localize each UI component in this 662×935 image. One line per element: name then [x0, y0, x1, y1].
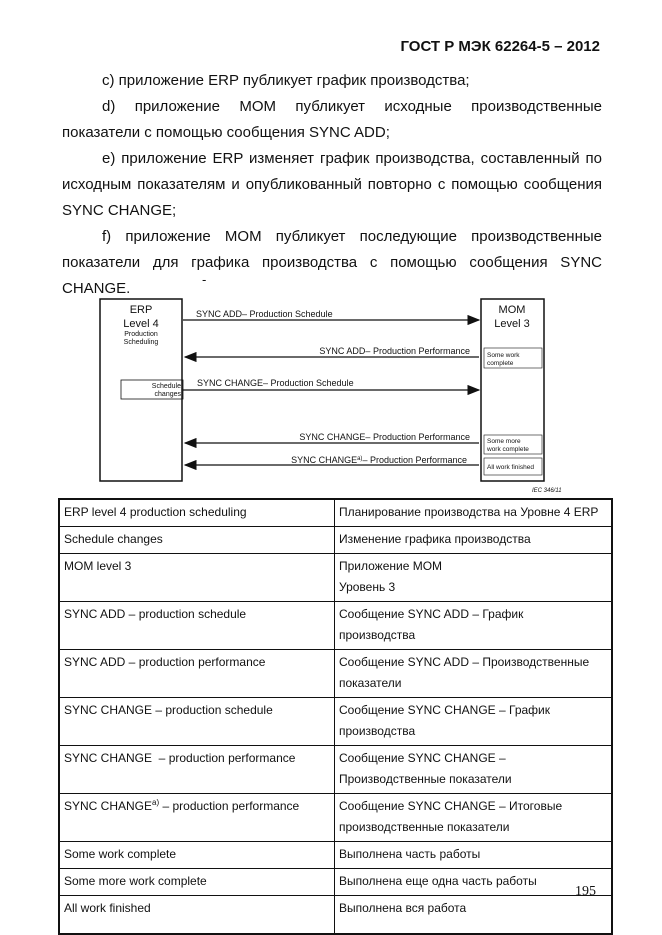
legend-en-part: SYNC CHANGE	[64, 799, 153, 813]
label-final-b: – Production Performance	[362, 455, 467, 465]
erp-title: ERP	[129, 304, 153, 316]
paragraph-d: d) приложение MOM публикует исходные производственные показатели с помощью сообщения SYNC ADD;	[62, 98, 602, 141]
table-row	[59, 896, 612, 935]
label-final-sup: a)	[357, 456, 363, 462]
legend-ru: Выполнена вся работа	[335, 896, 613, 935]
legend-en: SYNC ADD – production schedule	[59, 602, 335, 650]
legend-table	[58, 498, 613, 935]
paragraph-c: c) приложение ERP публикует график производства;	[102, 72, 470, 89]
table-row	[59, 554, 612, 602]
legend-en: Some work complete	[59, 842, 335, 869]
legend-ru: Изменение графика производства	[335, 527, 613, 554]
legend-ru	[335, 554, 613, 602]
schedule-changes-1: Schedule	[151, 383, 181, 390]
legend-ru-line: Сообщение SYNC CHANGE – График	[339, 703, 550, 717]
erp-sub2: Scheduling	[123, 339, 159, 346]
label-final-a: SYNC CHANGE	[291, 455, 358, 465]
legend-en: MOM level 3	[59, 554, 335, 602]
paragraph-f: f) приложение MOM публикует последующие производственные показатели для графика производства с помощью сообщения SYNC CHANGE.	[62, 228, 602, 297]
legend-ru	[335, 650, 613, 698]
note-all-finished: All work finished	[487, 464, 534, 471]
legend-ru-line: показатели	[339, 676, 402, 690]
legend-en	[59, 794, 335, 842]
label-sync-change-performance: SYNC CHANGE– Production Performance	[299, 432, 470, 442]
legend-en: SYNC ADD – production performance	[59, 650, 335, 698]
page-number: 195	[575, 884, 596, 899]
paragraph-e: e) приложение ERP изменяет график производства, составленный по исходным показателям и опубликованный повторно с помощью сообщения SYNC CHANGE;	[62, 150, 602, 219]
legend-ru	[335, 794, 613, 842]
legend-ru	[335, 698, 613, 746]
schedule-changes-2: changes	[154, 391, 181, 398]
legend-ru-line: производства	[339, 724, 416, 738]
legend-ru-line: Сообщение SYNC ADD – График	[339, 607, 524, 621]
legend-en: ERP level 4 production scheduling	[59, 499, 335, 527]
legend-en-sup: a)	[152, 798, 160, 807]
mom-level: Level 3	[494, 318, 530, 330]
legend-ru: Планирование производства на Уровне 4 ERP	[335, 499, 613, 527]
note-some-more-1: Some more	[487, 438, 521, 445]
table-row	[59, 499, 612, 527]
legend-en: Schedule changes	[59, 527, 335, 554]
note-some-work-1: Some work	[487, 352, 520, 359]
legend-ru-line: Сообщение SYNC CHANGE –	[339, 751, 506, 765]
label-sync-change-final	[291, 455, 467, 465]
table-row	[59, 602, 612, 650]
table-row	[59, 650, 612, 698]
label-sync-change-schedule: SYNC CHANGE– Production Schedule	[197, 378, 354, 388]
mom-title: MOM	[498, 304, 526, 316]
document-header: ГОСТ Р МЭК 62264-5 – 2012	[400, 38, 600, 55]
legend-en: SYNC CHANGE – production performance	[59, 746, 335, 794]
table-row	[59, 842, 612, 869]
legend-ru-line: Сообщение SYNC ADD – Производственные	[339, 655, 590, 669]
legend-en-part: – production performance	[159, 799, 300, 813]
label-sync-add-schedule: SYNC ADD– Production Schedule	[196, 309, 333, 319]
legend-ru-line: производства	[339, 628, 416, 642]
iec-reference: IEC 346/11	[532, 488, 562, 494]
legend-ru-line: Сообщение SYNC CHANGE – Итоговые	[339, 799, 563, 813]
label-sync-add-performance: SYNC ADD– Production Performance	[319, 346, 470, 356]
erp-sub1: Production	[124, 331, 158, 338]
legend-ru	[335, 746, 613, 794]
legend-en: SYNC CHANGE – production schedule	[59, 698, 335, 746]
legend-ru: Выполнена еще одна часть работы	[335, 869, 613, 896]
legend-ru-line: Производственные показатели	[339, 772, 512, 786]
legend-en: Some more work complete	[59, 869, 335, 896]
table-row	[59, 527, 612, 554]
erp-level: Level 4	[123, 318, 159, 330]
table-row	[59, 869, 612, 896]
table-row	[59, 746, 612, 794]
table-row	[59, 698, 612, 746]
legend-ru: Выполнена часть работы	[335, 842, 613, 869]
stray-mark: -	[202, 272, 207, 287]
note-some-work-2: complete	[487, 360, 514, 367]
legend-en: All work finished	[59, 896, 335, 935]
legend-ru-line: Приложение MOM	[339, 559, 443, 573]
legend-ru-line: Уровень 3	[339, 580, 396, 594]
legend-ru-line: производственные показатели	[339, 820, 510, 834]
table-row	[59, 794, 612, 842]
legend-ru	[335, 602, 613, 650]
note-some-more-2: work complete	[487, 446, 529, 453]
